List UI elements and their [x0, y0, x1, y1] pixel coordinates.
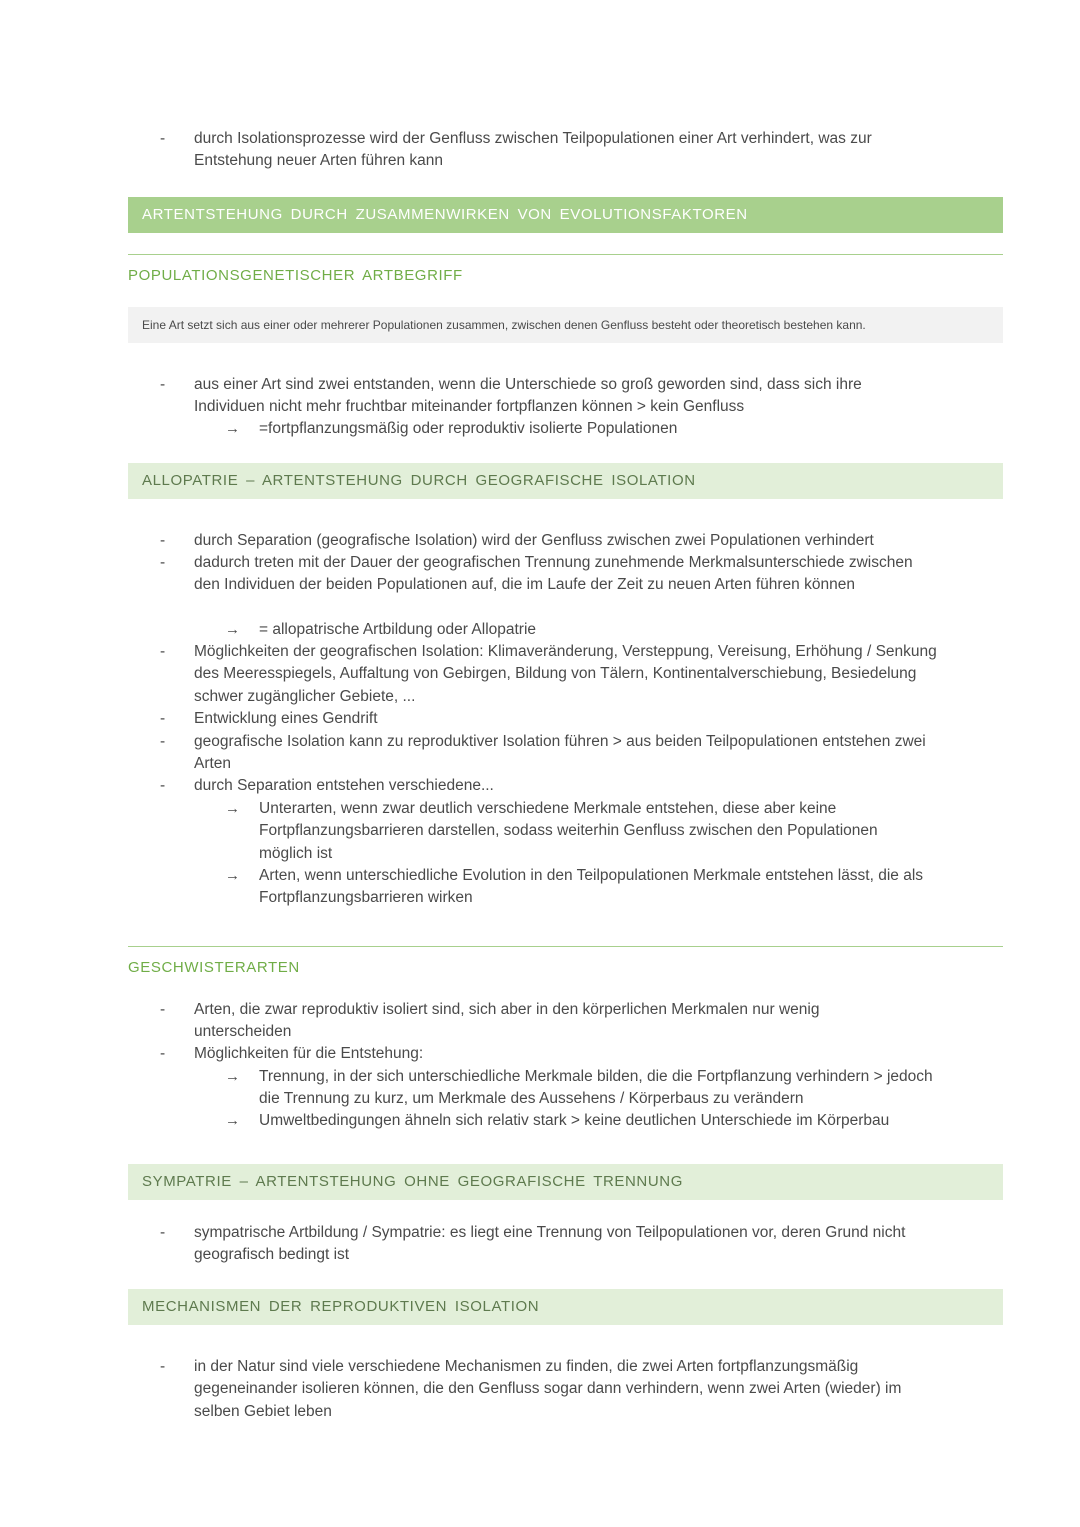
geschwister-bullet-2: Möglichkeiten für die Entstehung:	[194, 1045, 424, 1062]
bullet-dash: -	[160, 1224, 166, 1241]
mechanismen-heading: MECHANISMEN DER REPRODUKTIVEN ISOLATION	[128, 1289, 1003, 1325]
geschwister-bullet-2-arrow-1: Trennung, in der sich unterschiedliche Merkmale bilden, die die Fortpflanzung verhindern > jedoch die Trennung zu kurz, um Merkmale des Aussehens / Körperbaus zu verändern	[259, 1068, 933, 1108]
mechanismen-bullet-1: in der Natur sind viele verschiedene Mechanismen zu finden, die zwei Arten fortpflanzungsmäßig gegeneinander isolieren können, die den Genfluss sogar dann verhindern, wenn zwei Arten (wieder) im selben Gebiet leben	[194, 1358, 902, 1420]
arrow-icon: →	[225, 1112, 240, 1129]
bullet-dash: -	[160, 1001, 166, 1018]
bullet-dash: -	[160, 130, 166, 147]
allopatrie-bullet-5: geografische Isolation kann zu reproduktiver Isolation führen > aus beiden Teilpopulationen entstehen zwei Arten	[194, 733, 926, 773]
section-divider	[128, 946, 1003, 947]
bullet-dash: -	[160, 777, 166, 794]
main-heading: ARTENTSTEHUNG DURCH ZUSAMMENWIRKEN VON EVOLUTIONSFAKTOREN	[128, 197, 1003, 233]
bullet-dash: -	[160, 532, 166, 549]
bullet-dash: -	[160, 1045, 166, 1062]
artbegriff-arrow-text: =fortpflanzungsmäßig oder reproduktiv isolierte Populationen	[259, 420, 678, 437]
arrow-icon: →	[225, 420, 240, 437]
allopatrie-bullet-2-arrow: = allopatrische Artbildung oder Allopatrie	[259, 621, 537, 638]
allopatrie-bullet-4: Entwicklung eines Gendrift	[194, 710, 378, 727]
arrow-icon: →	[225, 867, 240, 884]
allopatrie-bullet-6-arrow-2: Arten, wenn unterschiedliche Evolution in den Teilpopulationen Merkmale entstehen lässt, die als Fortpflanzungsbarrieren wirken	[259, 867, 924, 907]
geschwister-bullet-2-arrow-2: Umweltbedingungen ähneln sich relativ stark > keine deutlichen Unterschiede im Körperbau	[259, 1112, 890, 1129]
section-divider	[128, 254, 1003, 255]
artbegriff-bullet: aus einer Art sind zwei entstanden, wenn die Unterschiede so groß geworden sind, dass sich ihre Individuen nicht mehr fruchtbar miteinander fortpflanzen können > kein Genfluss	[194, 376, 862, 416]
bullet-dash: -	[160, 733, 166, 750]
bullet-dash: -	[160, 643, 166, 660]
bullet-dash: -	[160, 554, 166, 571]
arrow-icon: →	[225, 800, 240, 817]
allopatrie-bullet-1: durch Separation (geografische Isolation) wird der Genfluss zwischen zwei Populationen verhindert	[194, 532, 874, 549]
geschwister-title: GESCHWISTERARTEN	[128, 959, 300, 976]
allopatrie-bullet-3: Möglichkeiten der geografischen Isolation: Klimaveränderung, Versteppung, Vereisung, Erhöhung / Senkung des Meeresspiegels, Auffaltung von Gebirgen, Bildung von Tälern, Kontinentalverschiebung, Besiedelung schwer zugänglicher Gebiete, ...	[194, 643, 937, 705]
allopatrie-bullet-6: durch Separation entstehen verschiedene...	[194, 777, 494, 794]
sympatrie-heading: SYMPATRIE – ARTENTSTEHUNG OHNE GEOGRAFISCHE TRENNUNG	[128, 1164, 1003, 1200]
intro-bullet: durch Isolationsprozesse wird der Genfluss zwischen Teilpopulationen einer Art verhindert, was zur Entstehung neuer Arten führen kann	[194, 130, 872, 170]
geschwister-bullet-1: Arten, die zwar reproduktiv isoliert sind, sich aber in den körperlichen Merkmalen nur wenig unterscheiden	[194, 1001, 820, 1041]
sympatrie-bullet-1: sympatrische Artbildung / Sympatrie: es liegt eine Trennung von Teilpopulationen vor, deren Grund nicht geografisch bedingt ist	[194, 1224, 906, 1264]
allopatrie-heading: ALLOPATRIE – ARTENTSTEHUNG DURCH GEOGRAFISCHE ISOLATION	[128, 463, 1003, 499]
arrow-icon: →	[225, 621, 240, 638]
bullet-dash: -	[160, 710, 166, 727]
bullet-dash: -	[160, 1358, 166, 1375]
allopatrie-bullet-2: dadurch treten mit der Dauer der geografischen Trennung zunehmende Merkmalsunterschiede zwischen den Individuen der beiden Populationen auf, die im Laufe der Zeit zu neuen Arten führen können	[194, 554, 913, 594]
definition-box: Eine Art setzt sich aus einer oder mehrerer Populationen zusammen, zwischen denen Genfluss besteht oder theoretisch bestehen kann.	[128, 307, 1003, 343]
arrow-icon: →	[225, 1068, 240, 1085]
allopatrie-bullet-6-arrow-1: Unterarten, wenn zwar deutlich verschiedene Merkmale entstehen, diese aber keine Fortpflanzungsbarrieren darstellen, sodass weiterhin Genfluss zwischen den Populationen möglich ist	[259, 800, 878, 862]
bullet-dash: -	[160, 376, 166, 393]
artbegriff-title: POPULATIONSGENETISCHER ARTBEGRIFF	[128, 267, 463, 284]
